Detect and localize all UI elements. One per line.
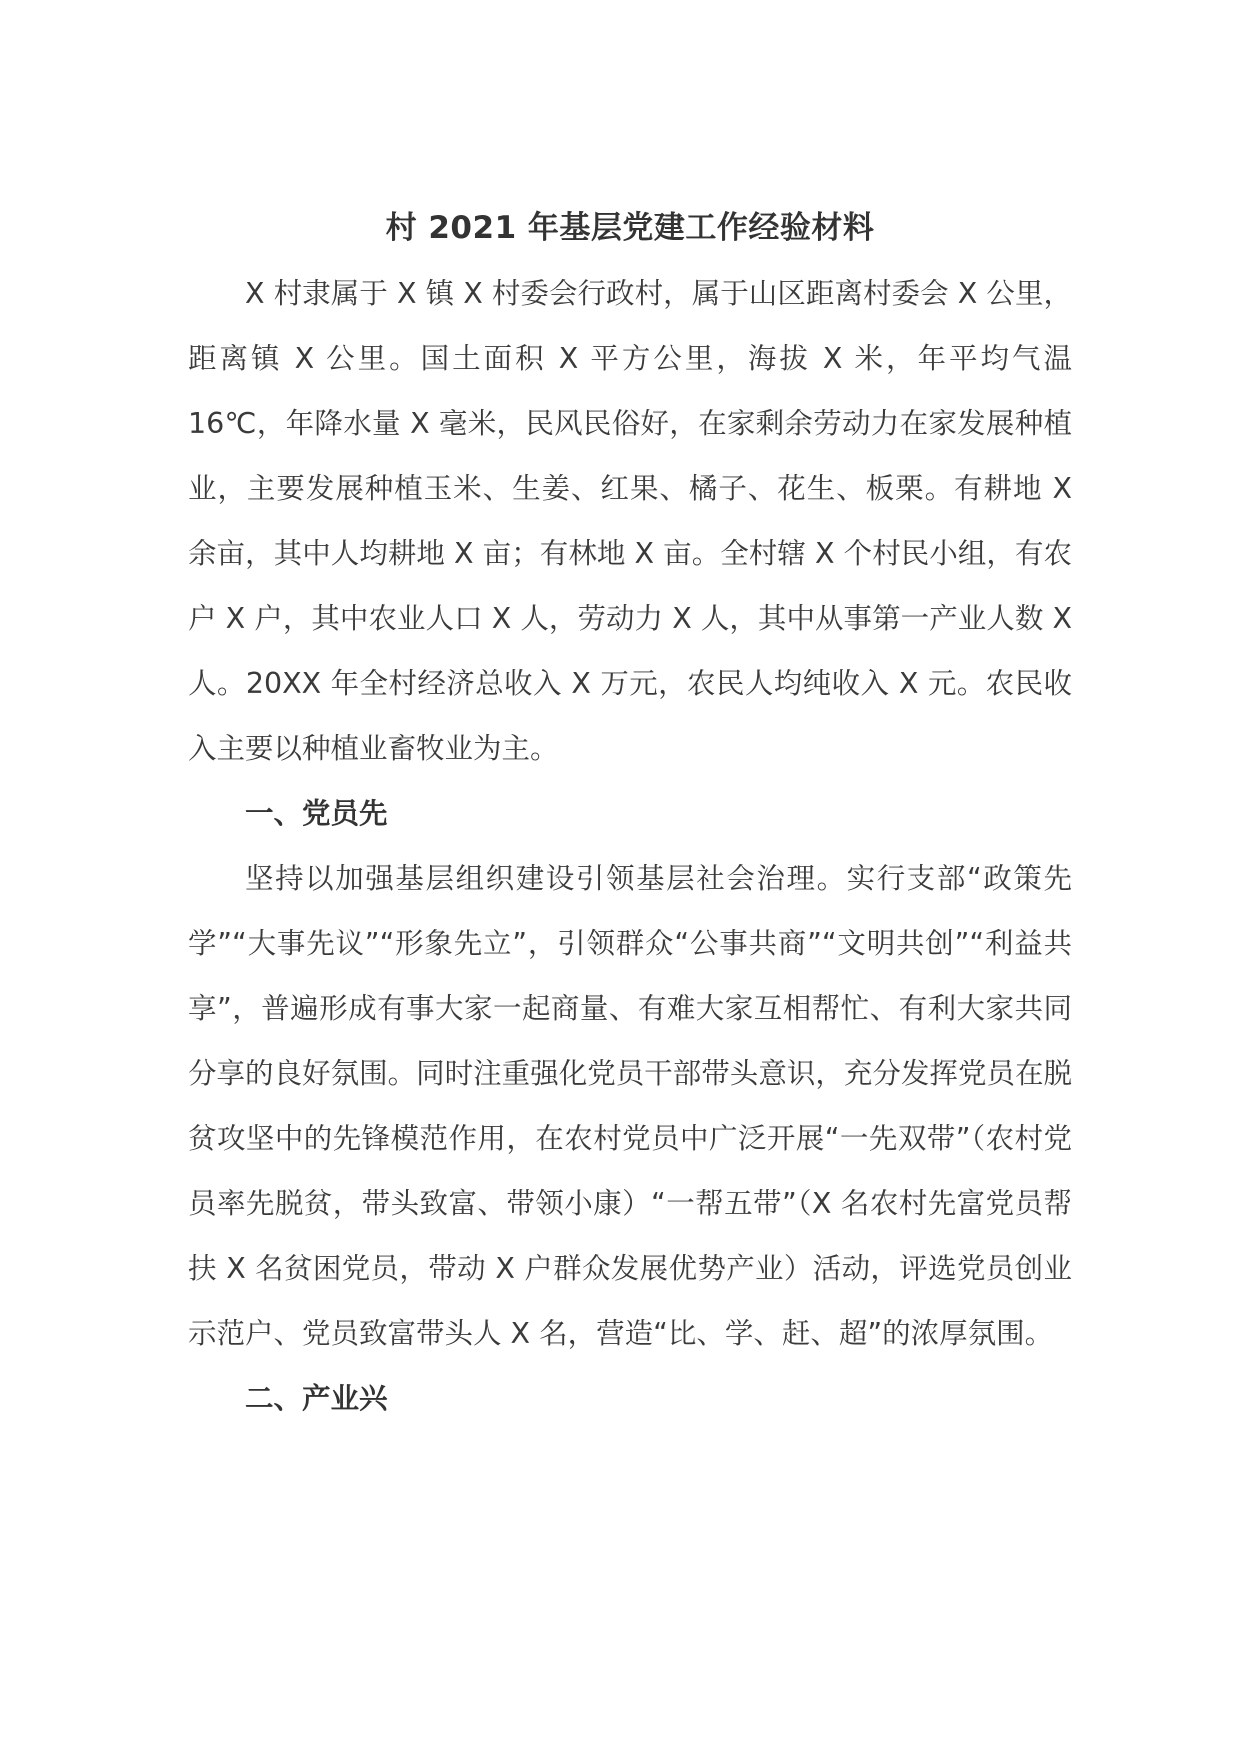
- section-1-paragraph: 坚持以加强基层组织建设引领基层社会治理。实行支部“政策先学”“大事先议”“形象先立”，引领群众“公事共商”“文明共创”“利益共享”，普遍形成有事大家一起商量、有难大家互相帮忙、有利大家共同分享的良好氛围。同时注重强化党员干部带头意识，充分发挥党员在脱贫攻坚中的先锋模范作用，在农村党员中广泛开展“一先双带”（农村党员率先脱贫，带头致富、带领小康）“一帮五带”（X 名农村先富党员帮扶 X 名贫困党员，带动 X 户群众发展优势产业）活动，评选党员创业示范户、党员致富带头人 X 名，营造“比、学、赶、超”的浓厚氛围。: [188, 862, 1072, 1350]
- section-heading-1: 一、党员先: [245, 797, 388, 830]
- section-heading-2: 二、产业兴: [245, 1382, 388, 1415]
- document-title: 村 2021 年基层党建工作经验材料: [385, 210, 875, 246]
- document-body: [188, 196, 1072, 1431]
- intro-paragraph: X 村隶属于 X 镇 X 村委会行政村，属于山区距离村委会 X 公里，距离镇 X 公里。国土面积 X 平方公里，海拔 X 米，年平均气温 16℃，年降水量 X 毫米，民风民俗好，在家剩余劳动力在家发展种植业，主要发展种植玉米、生姜、红果、橘子、花生、板栗。有耕地 X 余亩，其中人均耕地 X 亩；有林地 X 亩。全村辖 X 个村民小组，有农户 X 户，其中农业人口 X 人，劳动力 X 人，其中从事第一产业人数 X 人。20XX 年全村经济总收入 X 万元，农民人均纯收入 X 元。农民收入主要以种植业畜牧业为主。: [188, 277, 1072, 765]
